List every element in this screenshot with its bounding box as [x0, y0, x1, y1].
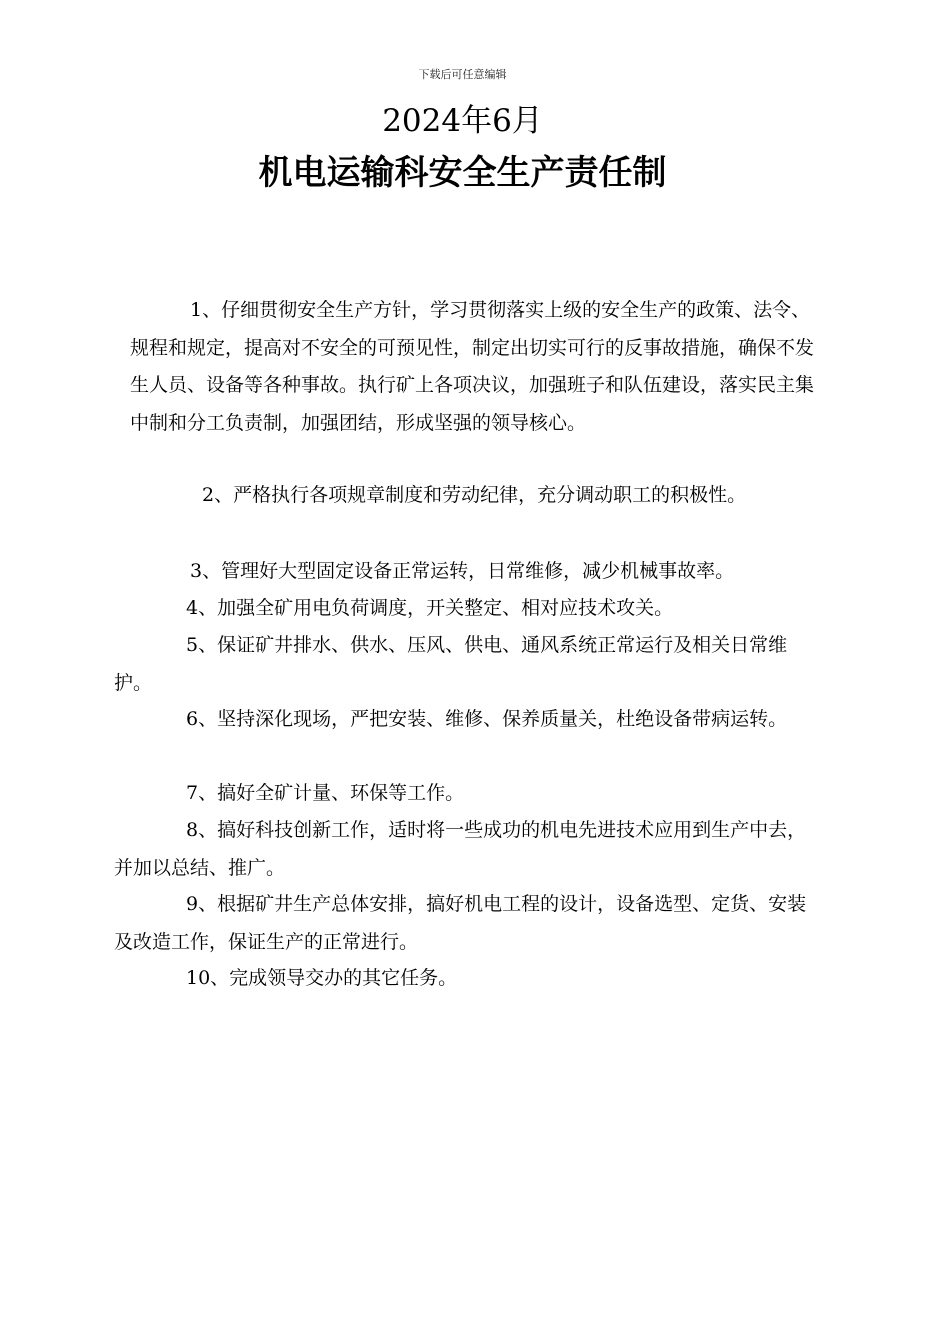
list-item: 5、保证矿井排水、供水、压风、供电、通风系统正常运行及相关日常维护。: [114, 634, 788, 694]
list-item: 6、坚持深化现场，严把安装、维修、保养质量关，杜绝设备带病运转。: [186, 708, 788, 730]
header-note: 下载后可任意编辑: [418, 68, 507, 81]
list-item: 9、根据矿井生产总体安排，搞好机电工程的设计，设备选型、定货、安装及改造工作，保证生产的正常进行。: [114, 893, 807, 953]
list-item: 2、严格执行各项规章制度和劳动纪律，充分调动职工的积极性。: [202, 484, 747, 506]
document-title: 机电运输科安全生产责任制: [258, 153, 667, 193]
date-title: 2024年6月: [382, 103, 543, 139]
list-item: 10、完成领导交办的其它任务。: [186, 967, 458, 989]
list-item: 4、加强全矿用电负荷调度，开关整定、相对应技术攻关。: [186, 597, 674, 619]
list-item: 7、搞好全矿计量、环保等工作。: [186, 782, 465, 804]
list-item: 3、管理好大型固定设备正常运转，日常维修，减少机械事故率。: [190, 560, 735, 582]
list-item: 1、仔细贯彻安全生产方针，学习贯彻落实上级的安全生产的政策、法令、规程和规定，提高对不安全的可预见性，制定出切实可行的反事故措施，确保不发生人员、设备等各种事故。执行矿上各项决议，加强班子和队伍建设，落实民主集中制和分工负责制，加强团结，形成坚强的领导核心。: [130, 299, 815, 434]
list-item: 8、搞好科技创新工作，适时将一些成功的机电先进技术应用到生产中去，并加以总结、推广。: [114, 819, 807, 879]
